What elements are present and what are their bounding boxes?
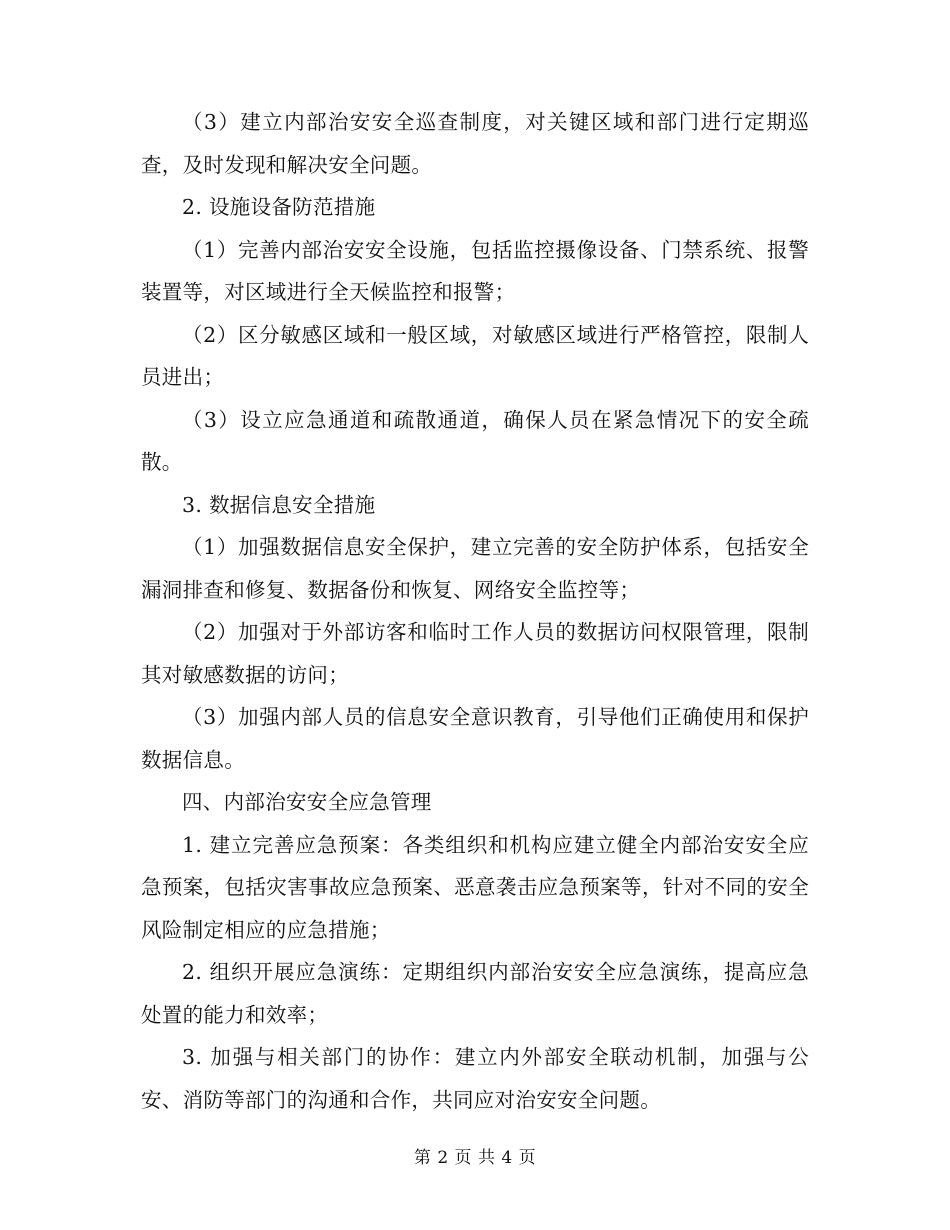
heading-data-security: 3. 数据信息安全措施 <box>182 492 376 517</box>
page-number-footer: 第 2 页 共 4 页 <box>413 1148 537 1168</box>
paragraph-security-facilities: （1）完善内部治安安全设施，包括监控摄像设备、门禁系统、报警装置等，对区域进行全天候监控和报警； <box>141 237 809 304</box>
paragraph-patrol-system: （3）建立内部治安安全巡查制度，对关键区域和部门进行定期巡查，及时发现和解决安全问题。 <box>141 110 809 177</box>
paragraph-department-cooperation: 3. 加强与相关部门的协作：建立内外部安全联动机制，加强与公安、消防等部门的沟通和合作，共同应对治安安全问题。 <box>141 1045 809 1112</box>
paragraph-security-education: （3）加强内部人员的信息安全意识教育，引导他们正确使用和保护数据信息。 <box>141 705 809 772</box>
paragraph-emergency-drills: 2. 组织开展应急演练：定期组织内部治安安全应急演练，提高应急处置的能力和效率； <box>141 960 809 1027</box>
paragraph-emergency-exits: （3）设立应急通道和疏散通道，确保人员在紧急情况下的安全疏散。 <box>141 407 809 474</box>
paragraph-access-control: （2）加强对于外部访客和临时工作人员的数据访问权限管理，限制其对敏感数据的访问； <box>141 620 809 687</box>
paragraph-data-protection: （1）加强数据信息安全保护，建立完善的安全防护体系，包括安全漏洞排查和修复、数据备份和恢复、网络安全监控等； <box>141 535 809 602</box>
paragraph-emergency-plan: 1. 建立完善应急预案：各类组织和机构应建立健全内部治安安全应急预案，包括灾害事故应急预案、恶意袭击应急预案等，针对不同的安全风险制定相应的应急措施； <box>141 832 809 942</box>
paragraph-sensitive-areas: （2）区分敏感区域和一般区域，对敏感区域进行严格管控，限制人员进出； <box>141 322 809 389</box>
document-body <box>141 101 809 1121</box>
section-heading-emergency-management: 四、内部治安安全应急管理 <box>182 790 432 814</box>
heading-facility-measures: 2. 设施设备防范措施 <box>182 195 376 219</box>
